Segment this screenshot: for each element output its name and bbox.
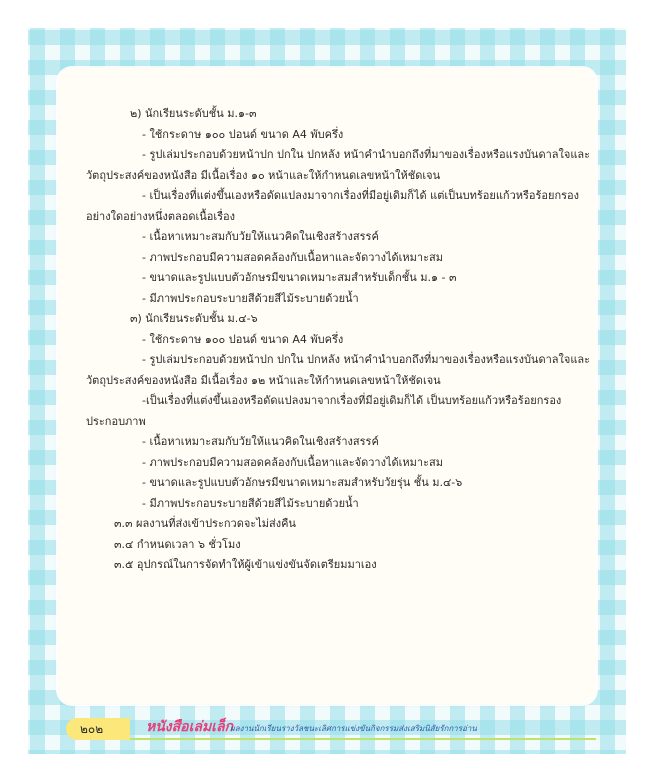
text-line: - ใช้กระดาษ ๑๐๐ ปอนด์ ขนาด A4 พับครึ่ง bbox=[142, 127, 344, 141]
page-border-top bbox=[0, 0, 654, 28]
text-line: ๓.๕ อุปกรณ์ในการจัดทำให้ผู้เข้าแข่งขันจัดเตรียมมาเอง bbox=[114, 558, 377, 571]
text-line: - รูปเล่มประกอบด้วยหน้าปก ปกใน ปกหลัง หน้าคำนำบอกถึงที่มาของเรื่องหรือแรงบันดาลใจและ bbox=[142, 148, 591, 161]
document-body bbox=[86, 104, 591, 576]
text-line: - ขนาดและรูปแบบตัวอักษรมีขนาดเหมาะสมสำหรับวัยรุ่น ชั้น ม.๔-๖ bbox=[142, 476, 463, 489]
text-line: - รูปเล่มประกอบด้วยหน้าปก ปกใน ปกหลัง หน้าคำนำบอกถึงที่มาของเรื่องหรือแรงบันดาลใจและ bbox=[142, 353, 591, 366]
book-subtitle: ผลงานนักเรียนรางวัลชนะเลิศการแข่งขันกิจกรรมส่งเสริมนิสัยรักการอ่าน bbox=[230, 724, 477, 733]
text-line: - ภาพประกอบมีความสอดคล้องกับเนื้อหาและจัดวางได้เหมาะสม bbox=[142, 250, 443, 264]
book-title: หนังสือเล่มเล็ก bbox=[146, 719, 234, 735]
text-line: - เนื้อหาเหมาะสมกับวัยให้แนวคิดในเชิงสร้างสรรค์ bbox=[142, 435, 379, 448]
text-line: ๓) นักเรียนระดับชั้น ม.๔-๖ bbox=[130, 312, 258, 325]
text-line: อย่างใดอย่างหนึ่งตลอดเนื้อเรื่อง bbox=[86, 209, 236, 223]
page-border-right bbox=[626, 0, 654, 782]
text-line: ๒) นักเรียนระดับชั้น ม.๑-๓ bbox=[130, 107, 257, 120]
text-line: - ใช้กระดาษ ๑๐๐ ปอนด์ ขนาด A4 พับครึ่ง bbox=[142, 332, 344, 346]
text-line: ๓.๓ ผลงานที่ส่งเข้าประกวดจะไม่ส่งคืน bbox=[114, 517, 296, 530]
page-border-bottom bbox=[0, 754, 654, 782]
text-line: วัตถุประสงค์ของหนังสือ มีเนื้อเรื่อง ๑๐ หน้าและให้กำหนดเลขหน้าให้ชัดเจน bbox=[86, 168, 441, 182]
text-line: - เป็นเรื่องที่แต่งขึ้นเองหรือดัดแปลงมาจากเรื่องที่มีอยู่เดิมก็ได้ แต่เป็นบทร้อยแก้วหรือร้อยกรอง bbox=[142, 189, 580, 202]
text-line: - เนื้อหาเหมาะสมกับวัยให้แนวคิดในเชิงสร้างสรรค์ bbox=[142, 230, 379, 243]
text-line: - ขนาดและรูปแบบตัวอักษรมีขนาดเหมาะสมสำหรับเด็กชั้น ม.๑ - ๓ bbox=[142, 271, 457, 284]
text-line: -เป็นเรื่องที่แต่งขึ้นเองหรือดัดแปลงมาจากเรื่องที่มีอยู่เดิมก็ได้ เป็นบทร้อยแก้วหรือร้อยกรอง bbox=[142, 394, 562, 407]
page-number: ๒๐๒ bbox=[80, 722, 104, 736]
text-line: วัตถุประสงค์ของหนังสือ มีเนื้อเรื่อง ๑๒ หน้าและให้กำหนดเลขหน้าให้ชัดเจน bbox=[86, 373, 441, 387]
footer-rule bbox=[130, 738, 596, 740]
page-footer bbox=[66, 714, 596, 740]
text-line: - ภาพประกอบมีความสอดคล้องกับเนื้อหาและจัดวางได้เหมาะสม bbox=[142, 455, 443, 469]
text-line: ๓.๔ กำหนดเวลา ๖ ชั่วโมง bbox=[114, 537, 241, 551]
text-line: ประกอบภาพ bbox=[86, 414, 146, 428]
text-line: - มีภาพประกอบระบายสีด้วยสีไม้ระบายด้วยน้ำ bbox=[142, 291, 359, 305]
text-line: - มีภาพประกอบระบายสีด้วยสีไม้ระบายด้วยน้ำ bbox=[142, 496, 359, 510]
page-border-left bbox=[0, 0, 28, 782]
